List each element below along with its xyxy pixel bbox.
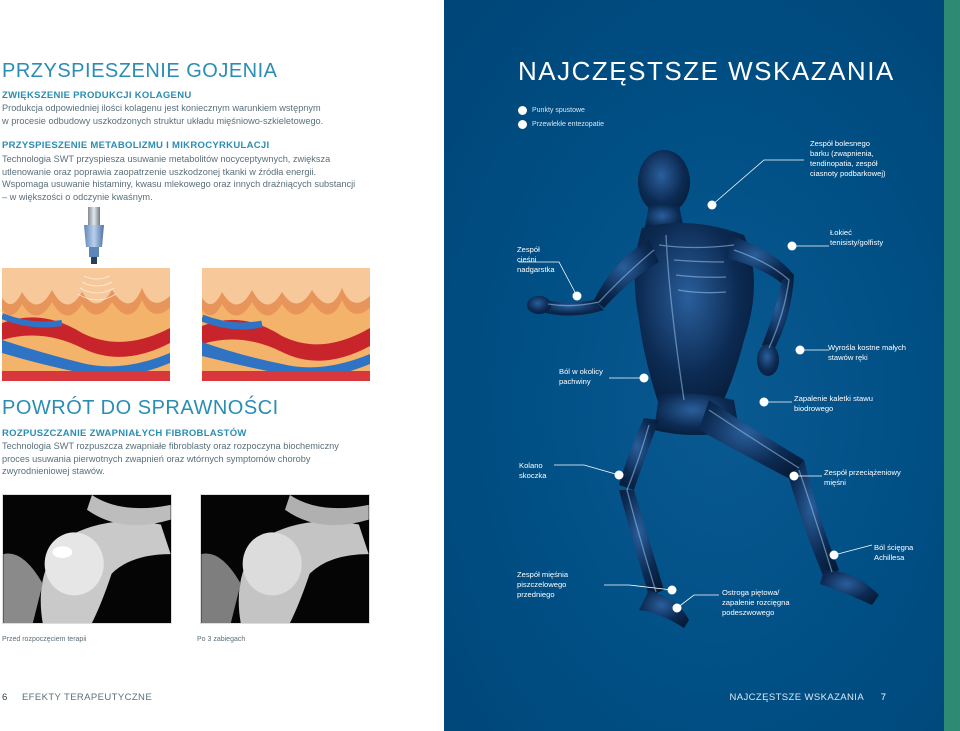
label-line: Zespół przeciążeniowy [824, 468, 901, 477]
label-line: stawów ręki [828, 353, 868, 362]
paragraph-line: Technologia SWT rozpuszcza zwapniałe fibroblasty oraz rozpoczyna biochemiczny [2, 441, 339, 451]
xray-after-image [200, 494, 370, 624]
right-page [444, 0, 944, 731]
left-page [0, 0, 444, 731]
heading-fibroblasts: ROZPUSZCZANIE ZWAPNIAŁYCH FIBROBLASTÓW [2, 428, 247, 439]
label-line: mięśni [824, 478, 846, 487]
heading-collagen: ZWIĘKSZENIE PRODUKCJI KOLAGENU [2, 90, 192, 101]
label-line: Zespół mięśnia [517, 570, 569, 579]
marker-dot-icon [668, 586, 677, 595]
label-line: Zapalenie kaletki stawu [794, 394, 873, 403]
legend-label: Punkty spustowe [532, 107, 585, 114]
runner-silhouette [527, 150, 879, 628]
legend-label: Przewlekłe entezopatie [532, 121, 604, 128]
marker-dot-icon [573, 292, 582, 301]
paragraph-line: utlenowanie oraz poprawia zaopatrzenie uszkodzonej tkanki w źródła energii. [2, 166, 317, 177]
tissue-illustration-left [2, 268, 170, 381]
paragraph-line: zwyrodnieniowej stawów. [2, 466, 105, 477]
page-number: 6 [2, 692, 8, 703]
paragraph-metabolism [2, 153, 402, 203]
marker-dot-icon [788, 242, 797, 251]
paragraph-line: Produkcja odpowiedniej ilości kolagenu jest koniecznym warunkiem wstępnym [2, 103, 321, 113]
label-hip-bursa [794, 394, 873, 414]
caption-before: Przed rozpoczęciem terapii [2, 636, 87, 643]
label-wrist [517, 245, 555, 275]
heading-metabolism: PRZYSPIESZENIE METABOLIZMU I MIKROCYRKULACJI [2, 140, 270, 151]
section-title-healing: PRZYSPIESZENIE GOJENIA [2, 60, 278, 82]
paragraph-line: w procesie odbudowy uszkodzonych struktur układu mięśniowo-szkieletowego. [2, 115, 324, 126]
edge-stripe [944, 0, 960, 731]
label-groin [559, 367, 603, 387]
shockwave-applicator-illustration [80, 207, 108, 265]
xray-before-image [2, 494, 172, 624]
page-number: 7 [880, 692, 886, 703]
marker-dot-icon [830, 551, 839, 560]
paragraph-line: Technologia SWT przyspiesza usuwanie metabolitów nocyceptywnych, zwiększa [2, 154, 331, 164]
label-line: Ból w okolicy [559, 367, 603, 376]
footer-right [730, 692, 887, 703]
footer-left [2, 692, 152, 703]
label-elbow [830, 228, 883, 248]
label-line: Achillesa [874, 553, 905, 562]
label-hand [828, 343, 906, 363]
paragraph-collagen [2, 102, 382, 127]
label-overuse [824, 468, 901, 488]
label-knee [519, 461, 546, 481]
label-line: ciasnoty podbarkowej) [810, 169, 886, 178]
label-heel [722, 588, 790, 618]
marker-dot-icon [615, 471, 624, 480]
label-shin [517, 570, 568, 600]
label-line: Wyrośla kostne małych [828, 343, 907, 352]
label-line: Zespół [517, 245, 540, 254]
footer-title: NAJCZĘSTSZE WSKAZANIA [729, 692, 865, 703]
label-line: biodrowego [794, 404, 834, 413]
paragraph-line: Wspomaga usuwanie histaminy, kwasu mlekowego oraz innych drażniących substancji [2, 179, 356, 190]
section-title-recovery: POWRÓT DO SPRAWNOŚCI [2, 397, 279, 419]
label-line: Kolano [519, 461, 543, 470]
tissue-illustration-right [202, 268, 370, 381]
label-line: Łokieć [830, 228, 852, 237]
label-line: nadgarstka [517, 265, 555, 274]
label-shoulder [810, 139, 886, 179]
marker-dot-icon [760, 398, 769, 407]
label-line: skoczka [519, 471, 547, 480]
footer-title: EFEKTY TERAPEUTYCZNE [21, 692, 153, 703]
label-line: Ból ścięgna [874, 543, 914, 552]
label-line: tendinopatia, zespół [810, 159, 878, 168]
label-line: zapalenie rozcięgna [722, 598, 790, 607]
label-line: cieśni [517, 255, 537, 264]
label-line: barku (zwapnienia, [810, 149, 874, 158]
marker-dot-icon [640, 374, 649, 383]
label-line: Zespół bolesnego [810, 139, 870, 148]
label-line: tenisisty/golfisty [830, 238, 884, 247]
label-line: podeszwowego [722, 608, 775, 617]
label-line: pachwiny [559, 377, 591, 386]
paragraph-line: proces usuwania pierwotnych zwapnień oraz wtórnych symptomów choroby [2, 453, 311, 464]
indications-title: NAJCZĘSTSZE WSKAZANIA [518, 56, 895, 86]
caption-after: Po 3 zabiegach [197, 636, 246, 643]
marker-dot-icon [673, 604, 682, 613]
label-line: przedniego [517, 590, 555, 599]
runner-anatomy-figure [444, 0, 944, 731]
marker-dot-icon [796, 346, 805, 355]
label-line: piszczelowego [517, 580, 567, 589]
label-line: Ostroga piętowa/ [722, 588, 780, 597]
paragraph-line: – w większości o odczynie kwaśnym. [2, 191, 153, 202]
label-achilles [874, 543, 913, 563]
paragraph-fibroblasts [2, 440, 402, 478]
marker-dot-icon [790, 472, 799, 481]
marker-dot-icon [708, 201, 717, 210]
